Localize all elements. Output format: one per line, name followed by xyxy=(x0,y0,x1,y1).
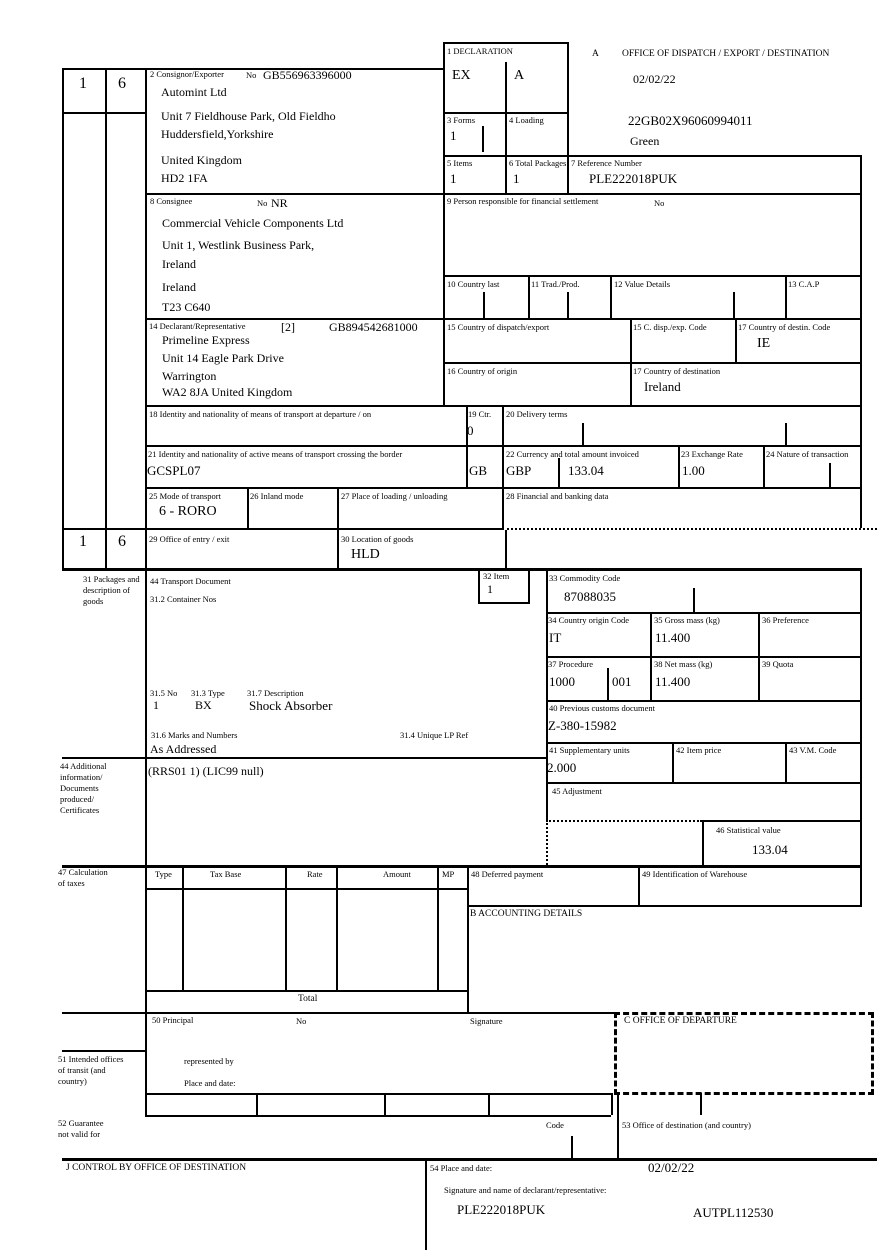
divider-line xyxy=(505,62,507,193)
procedure-code-value: 1000 xyxy=(549,674,575,689)
box30-goods-location-label: 30 Location of goods xyxy=(341,534,414,544)
declarant-address-line: Unit 14 Eagle Park Drive xyxy=(162,351,284,365)
divider-line xyxy=(467,905,862,907)
divider-line xyxy=(443,42,569,44)
consignee-eori-value: NR xyxy=(271,196,288,210)
declarant-address-line: Warrington xyxy=(162,369,217,383)
divider-line xyxy=(617,1093,619,1158)
item-number-value: 1 xyxy=(487,582,493,596)
box45-adjustment-label: 45 Adjustment xyxy=(552,786,602,796)
tick-mark xyxy=(482,126,484,152)
divider-line xyxy=(735,318,737,362)
consignor-address-line: Huddersfield,Yorkshire xyxy=(161,127,274,141)
previous-document-value: Z-380-15982 xyxy=(548,718,617,733)
divider-line xyxy=(488,1093,490,1115)
box48-deferred-payment-label: 48 Deferred payment xyxy=(471,869,544,879)
box34-origin-code-label: 34 Country origin Code xyxy=(548,615,629,625)
divider-line xyxy=(145,1093,611,1095)
box7-reference-number-label: 7 Reference Number xyxy=(571,158,642,168)
divider-line xyxy=(145,1115,611,1117)
active-transport-value: GCSPL07 xyxy=(147,463,201,478)
divider-line xyxy=(758,612,760,700)
ctr-value: 0 xyxy=(467,423,474,438)
supplementary-units-value: 2.000 xyxy=(547,760,577,775)
tick-mark xyxy=(693,588,695,612)
box21-active-transport-label: 21 Identity and nationality of active means of transport crossing the border xyxy=(148,449,403,459)
declarant-eori-value: GB894542681000 xyxy=(329,320,418,334)
tick-mark xyxy=(733,292,735,318)
divider-line xyxy=(425,1158,427,1250)
box19-ctr-label: 19 Ctr. xyxy=(468,409,492,419)
box42-item-price-label: 42 Item price xyxy=(676,745,722,755)
transport-nationality-value: GB xyxy=(469,463,488,478)
destination-code-value: IE xyxy=(757,336,771,351)
tick-mark xyxy=(607,668,609,700)
divider-line xyxy=(502,405,504,530)
box47-tax-calculation-label: 47 Calculation of taxes xyxy=(58,867,108,889)
tick-mark xyxy=(785,423,787,445)
divider-line xyxy=(546,742,862,744)
package-count-value: 1 xyxy=(153,698,159,712)
additional-info-value: (RRS01 1) (LIC99 null) xyxy=(148,764,264,778)
divider-line xyxy=(546,700,862,702)
box52-guarantee-label: 52 Guarantee not valid for xyxy=(58,1118,104,1140)
box41-supplementary-units-label: 41 Supplementary units xyxy=(549,745,630,755)
divider-line xyxy=(650,612,652,700)
box14-declarant-label: 14 Declarant/Representative xyxy=(149,321,246,331)
copy-number: 6 xyxy=(118,75,126,92)
tax-column-header-mp: MP xyxy=(442,869,455,879)
consignor-address-line: United Kingdom xyxy=(161,153,242,167)
control-destination-heading: J CONTROL BY OFFICE OF DESTINATION xyxy=(66,1163,247,1173)
consignee-address-line: Unit 1, Westlink Business Park, xyxy=(162,238,315,252)
box32-item-label: 32 Item xyxy=(483,571,510,581)
tick-mark xyxy=(571,1136,573,1158)
divider-line xyxy=(145,193,862,195)
box50-represented-by-label: represented by xyxy=(184,1056,234,1066)
box50-signature-label: Signature xyxy=(470,1016,503,1026)
box18-transport-departure-label: 18 Identity and nationality of means of transport at departure / on xyxy=(149,409,372,419)
dotted-divider-line xyxy=(546,820,548,865)
box49-warehouse-label: 49 Identification of Warehouse xyxy=(642,869,748,879)
divider-line xyxy=(630,318,632,405)
divider-line xyxy=(62,1158,877,1161)
divider-line xyxy=(702,820,704,865)
divider-line xyxy=(546,568,548,820)
divider-line xyxy=(145,990,467,992)
box13-cap-label: 13 C.A.P xyxy=(788,279,820,289)
divider-line xyxy=(256,1093,258,1115)
divider-line xyxy=(62,68,64,568)
destination-country-value: Ireland xyxy=(644,379,681,394)
divider-line xyxy=(62,1050,145,1052)
statistical-value: 133.04 xyxy=(752,842,788,857)
tick-mark xyxy=(483,292,485,318)
box15-dispatch-country-label: 15 Country of dispatch/export xyxy=(447,322,550,332)
box54-place-date-label: 54 Place and date: xyxy=(430,1163,493,1173)
office-a-title: OFFICE OF DISPATCH / EXPORT / DESTINATION xyxy=(622,49,830,59)
tax-column-header-amount: Amount xyxy=(383,869,411,879)
divider-line xyxy=(247,487,249,528)
divider-line xyxy=(337,487,339,568)
divider-line xyxy=(145,68,147,1115)
tick-mark xyxy=(582,423,584,445)
box26-inland-mode-label: 26 Inland mode xyxy=(250,491,304,501)
office-of-departure-heading: C OFFICE OF DEPARTURE xyxy=(624,1016,737,1026)
box1-declaration-label: 1 DECLARATION xyxy=(447,46,513,56)
tax-column-header-type: Type xyxy=(155,869,172,879)
consignor-address-line: Automint Ltd xyxy=(161,85,227,99)
divider-line xyxy=(62,568,862,571)
box50-no-label: No xyxy=(296,1016,307,1026)
goods-location-value: HLD xyxy=(351,547,380,562)
divider-line xyxy=(505,530,507,568)
invoice-amount-value: 133.04 xyxy=(568,463,604,478)
divider-line xyxy=(546,782,862,784)
box15a-dispatch-code-label: 15 C. disp./exp. Code xyxy=(633,322,707,332)
box31-4-lp-ref-label: 31.4 Unique LP Ref xyxy=(400,730,469,740)
forms-value: 1 xyxy=(450,128,457,143)
box46-statistical-value-label: 46 Statistical value xyxy=(716,825,781,835)
divider-line xyxy=(672,742,674,782)
tick-mark xyxy=(558,458,560,487)
divider-line xyxy=(702,820,862,822)
divider-line xyxy=(860,568,862,905)
box31-5-no-label: 31.5 No xyxy=(150,688,178,698)
divider-line xyxy=(638,865,640,905)
consignor-address-line: HD2 1FA xyxy=(161,171,208,185)
box23-exchange-rate-label: 23 Exchange Rate xyxy=(681,449,743,459)
tax-column-header-tax-base: Tax Base xyxy=(210,869,242,879)
box2-consignor-label: 2 Consignor/Exporter xyxy=(150,69,224,79)
exchange-rate-value: 1.00 xyxy=(682,463,705,478)
box31-2-container-nos-label: 31.2 Container Nos xyxy=(150,594,217,604)
box8-consignee-label: 8 Consignee xyxy=(150,196,193,206)
divider-line xyxy=(384,1093,386,1115)
items-value: 1 xyxy=(450,171,457,186)
authorisation-code-value: AUTPL112530 xyxy=(693,1205,774,1220)
box31-7-description-label: 31.7 Description xyxy=(247,688,304,698)
box16-origin-country-label: 16 Country of origin xyxy=(447,366,518,376)
tick-mark xyxy=(567,292,569,318)
box24-transaction-nature-label: 24 Nature of transaction xyxy=(766,449,849,459)
box33-commodity-code-label: 33 Commodity Code xyxy=(549,573,621,583)
tax-column-header-rate: Rate xyxy=(307,869,323,879)
divider-line xyxy=(62,757,546,759)
box20-delivery-terms-label: 20 Delivery terms xyxy=(506,409,568,419)
office-a-letter: A xyxy=(592,49,599,59)
box12-value-details-label: 12 Value Details xyxy=(614,279,671,289)
declarant-reference-value: PLE222018PUK xyxy=(457,1202,546,1217)
currency-value: GBP xyxy=(506,463,532,478)
declaration-date-value: 02/02/22 xyxy=(648,1160,695,1175)
divider-line xyxy=(478,602,530,604)
net-mass-value: 11.400 xyxy=(655,674,691,689)
divider-line xyxy=(763,445,765,487)
reference-number-value: PLE222018PUK xyxy=(589,171,678,186)
divider-line xyxy=(528,275,530,318)
goods-description-value: Shock Absorber xyxy=(249,698,333,713)
box4-loading-label: 4 Loading xyxy=(509,115,544,125)
procedure-code2-value: 001 xyxy=(612,674,632,689)
tax-total-label: Total xyxy=(298,994,318,1004)
divider-line xyxy=(478,568,480,602)
divider-line xyxy=(785,742,787,782)
box22-currency-label: 22 Currency and total amount invoiced xyxy=(506,449,639,459)
declarant-address-line: Primeline Express xyxy=(162,333,250,347)
copy-number: 1 xyxy=(79,533,87,550)
box17a-destination-code-label: 17 Country of destin. Code xyxy=(738,322,831,332)
consignee-address-line: Ireland xyxy=(162,257,196,271)
divider-line xyxy=(546,656,862,658)
divider-line xyxy=(145,888,467,890)
divider-line xyxy=(443,362,862,364)
box50-principal-label: 50 Principal xyxy=(152,1015,194,1025)
divider-line xyxy=(860,155,862,528)
divider-line xyxy=(785,275,787,318)
routing-value: Green xyxy=(630,134,660,148)
divider-line xyxy=(145,318,862,320)
box9-financial-label: 9 Person responsible for financial settlement xyxy=(447,196,599,206)
box27-loading-place-label: 27 Place of loading / unloading xyxy=(341,491,448,501)
box29-entry-office-label: 29 Office of entry / exit xyxy=(149,534,230,544)
total-packages-value: 1 xyxy=(513,171,520,186)
box37-procedure-label: 37 Procedure xyxy=(548,659,594,669)
box11-trad-prod-label: 11 Trad./Prod. xyxy=(531,279,580,289)
box25-transport-mode-label: 25 Mode of transport xyxy=(149,491,222,501)
divider-line xyxy=(678,445,680,487)
divider-line xyxy=(105,68,107,568)
divider-line xyxy=(285,865,287,990)
divider-line xyxy=(443,42,445,405)
box8-no-label: No xyxy=(257,198,268,208)
commodity-code-value: 87088035 xyxy=(564,589,616,604)
box31-packages-label: 31 Packages and description of goods xyxy=(83,574,140,607)
box28-financial-data-label: 28 Financial and banking data xyxy=(506,491,609,501)
dotted-divider-line xyxy=(502,528,877,530)
divider-line xyxy=(336,865,338,990)
box17-destination-country-label: 17 Country of destination xyxy=(633,366,721,376)
tick-mark xyxy=(829,463,831,487)
dispatch-date-value: 02/02/22 xyxy=(633,72,676,86)
box43-vm-code-label: 43 V.M. Code xyxy=(789,745,837,755)
declaration-type-value: EX xyxy=(452,68,471,83)
consignee-address-line: Ireland xyxy=(162,280,196,294)
box44-transport-document-label: 44 Transport Document xyxy=(150,576,231,586)
box9-no-label: No xyxy=(654,198,665,208)
box3-forms-label: 3 Forms xyxy=(447,115,476,125)
divider-line xyxy=(528,568,530,602)
copy-number: 1 xyxy=(79,75,87,92)
transport-mode-value: 6 - RORO xyxy=(159,504,217,519)
divider-line xyxy=(567,42,569,193)
box54-signature-name-label: Signature and name of declarant/representative: xyxy=(444,1185,607,1195)
box31-3-type-label: 31.3 Type xyxy=(191,688,225,698)
marks-numbers-value: As Addressed xyxy=(150,742,217,756)
copy-number: 6 xyxy=(118,533,126,550)
consignee-address-line: Commercial Vehicle Components Ltd xyxy=(162,216,344,230)
consignee-address-line: T23 C640 xyxy=(162,300,211,314)
divider-line xyxy=(182,865,184,990)
box51-transit-offices-label: 51 Intended offices of transit (and country) xyxy=(58,1054,124,1087)
box35-gross-mass-label: 35 Gross mass (kg) xyxy=(654,615,720,625)
consignor-eori-value: GB556963396000 xyxy=(263,68,352,82)
box44-additional-info-label: 44 Additional information/ Documents produced/ Certificates xyxy=(60,761,107,816)
divider-line xyxy=(467,865,469,1012)
divider-line xyxy=(546,612,862,614)
dotted-divider-line xyxy=(546,820,702,822)
box2-no-label: No xyxy=(246,70,257,80)
box40-previous-document-label: 40 Previous customs document xyxy=(549,703,656,713)
declarant-status-code: [2] xyxy=(281,320,295,334)
divider-line xyxy=(62,528,502,530)
divider-line xyxy=(610,275,612,318)
box53-destination-office-label: 53 Office of destination (and country) xyxy=(622,1120,751,1130)
divider-line xyxy=(611,1093,613,1115)
declaration-subtype-value: A xyxy=(514,68,525,83)
origin-code-value: IT xyxy=(549,630,562,645)
consignor-address-line: Unit 7 Fieldhouse Park, Old Fieldho xyxy=(161,109,336,123)
divider-line xyxy=(437,865,439,990)
package-type-value: BX xyxy=(195,698,212,712)
divider-line xyxy=(443,275,862,277)
gross-mass-value: 11.400 xyxy=(655,630,691,645)
box31-6-marks-label: 31.6 Marks and Numbers xyxy=(151,730,238,740)
box5-items-label: 5 Items xyxy=(447,158,473,168)
box50-place-date-label: Place and date: xyxy=(184,1078,236,1088)
box39-quota-label: 39 Quota xyxy=(762,659,794,669)
box52-code-label: Code xyxy=(546,1120,564,1130)
divider-line xyxy=(700,1093,702,1115)
box6-total-packages-label: 6 Total Packages xyxy=(509,158,567,168)
box10-country-last-label: 10 Country last xyxy=(447,279,500,289)
accounting-details-heading: B ACCOUNTING DETAILS xyxy=(470,909,583,919)
declarant-address-line: WA2 8JA United Kingdom xyxy=(162,385,293,399)
box38-net-mass-label: 38 Net mass (kg) xyxy=(654,659,713,669)
mrn-value: 22GB02X96060994011 xyxy=(628,113,753,128)
box36-preference-label: 36 Preference xyxy=(762,615,809,625)
